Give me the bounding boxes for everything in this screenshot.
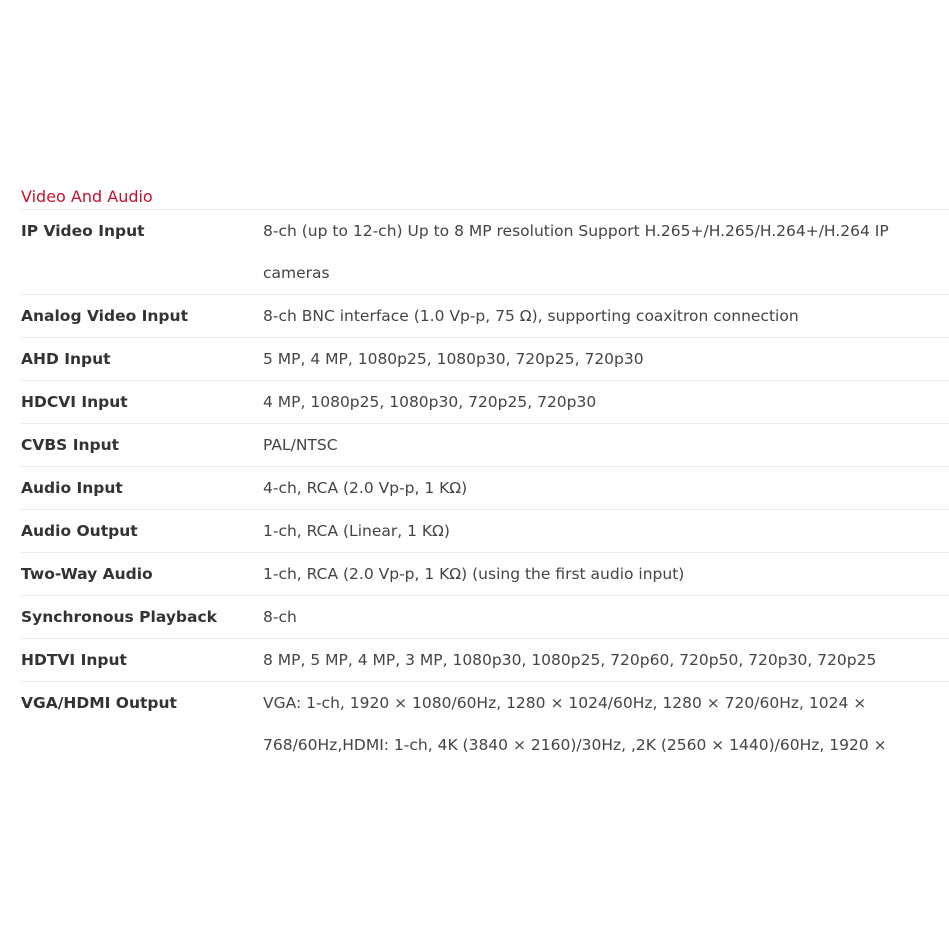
- spec-value: 8-ch BNC interface (1.0 Vp-p, 75 Ω), supporting coaxitron connection: [263, 307, 799, 325]
- table-row: [21, 639, 949, 682]
- spec-label: HDCVI Input: [21, 393, 128, 411]
- spec-label: Two-Way Audio: [21, 565, 153, 583]
- spec-value: 4-ch, RCA (2.0 Vp-p, 1 KΩ): [263, 479, 468, 497]
- spec-label: Synchronous Playback: [21, 608, 217, 626]
- table-row: [21, 682, 949, 766]
- spec-value: 8-ch: [263, 608, 297, 626]
- spec-label: HDTVI Input: [21, 651, 127, 669]
- spec-table: [21, 209, 949, 766]
- spec-value: 4 MP, 1080p25, 1080p30, 720p25, 720p30: [263, 393, 597, 411]
- spec-value: VGA: 1-ch, 1920 × 1080/60Hz, 1280 × 1024/60Hz, 1280 × 720/60Hz, 1024 × 768/60Hz,HDMI: 1-ch, 4K (3840 × 2160)/30Hz, ,2K (2560 × 1440)/60Hz, 1920 ×: [263, 694, 887, 754]
- table-row: [21, 424, 949, 467]
- spec-section: [21, 185, 949, 766]
- spec-label: VGA/HDMI Output: [21, 694, 177, 712]
- spec-value: 8 MP, 5 MP, 4 MP, 3 MP, 1080p30, 1080p25, 720p60, 720p50, 720p30, 720p25: [263, 651, 877, 669]
- spec-label: CVBS Input: [21, 436, 120, 454]
- spec-value: PAL/NTSC: [263, 436, 338, 454]
- section-title: Video And Audio: [21, 187, 153, 206]
- table-row: [21, 295, 949, 338]
- spec-value: 8-ch (up to 12-ch) Up to 8 MP resolution Support H.265+/H.265/H.264+/H.264 IP cameras: [263, 222, 889, 282]
- table-row: [21, 553, 949, 596]
- spec-label: AHD Input: [21, 350, 111, 368]
- spec-value: 5 MP, 4 MP, 1080p25, 1080p30, 720p25, 720p30: [263, 350, 644, 368]
- spec-label: IP Video Input: [21, 222, 145, 240]
- spec-label: Audio Output: [21, 522, 138, 540]
- table-row: [21, 338, 949, 381]
- spec-value: 1-ch, RCA (2.0 Vp-p, 1 KΩ) (using the first audio input): [263, 565, 685, 583]
- table-row: [21, 210, 949, 295]
- table-row: [21, 467, 949, 510]
- table-row: [21, 381, 949, 424]
- table-row: [21, 596, 949, 639]
- spec-label: Analog Video Input: [21, 307, 188, 325]
- table-row: [21, 510, 949, 553]
- spec-label: Audio Input: [21, 479, 123, 497]
- spec-value: 1-ch, RCA (Linear, 1 KΩ): [263, 522, 450, 540]
